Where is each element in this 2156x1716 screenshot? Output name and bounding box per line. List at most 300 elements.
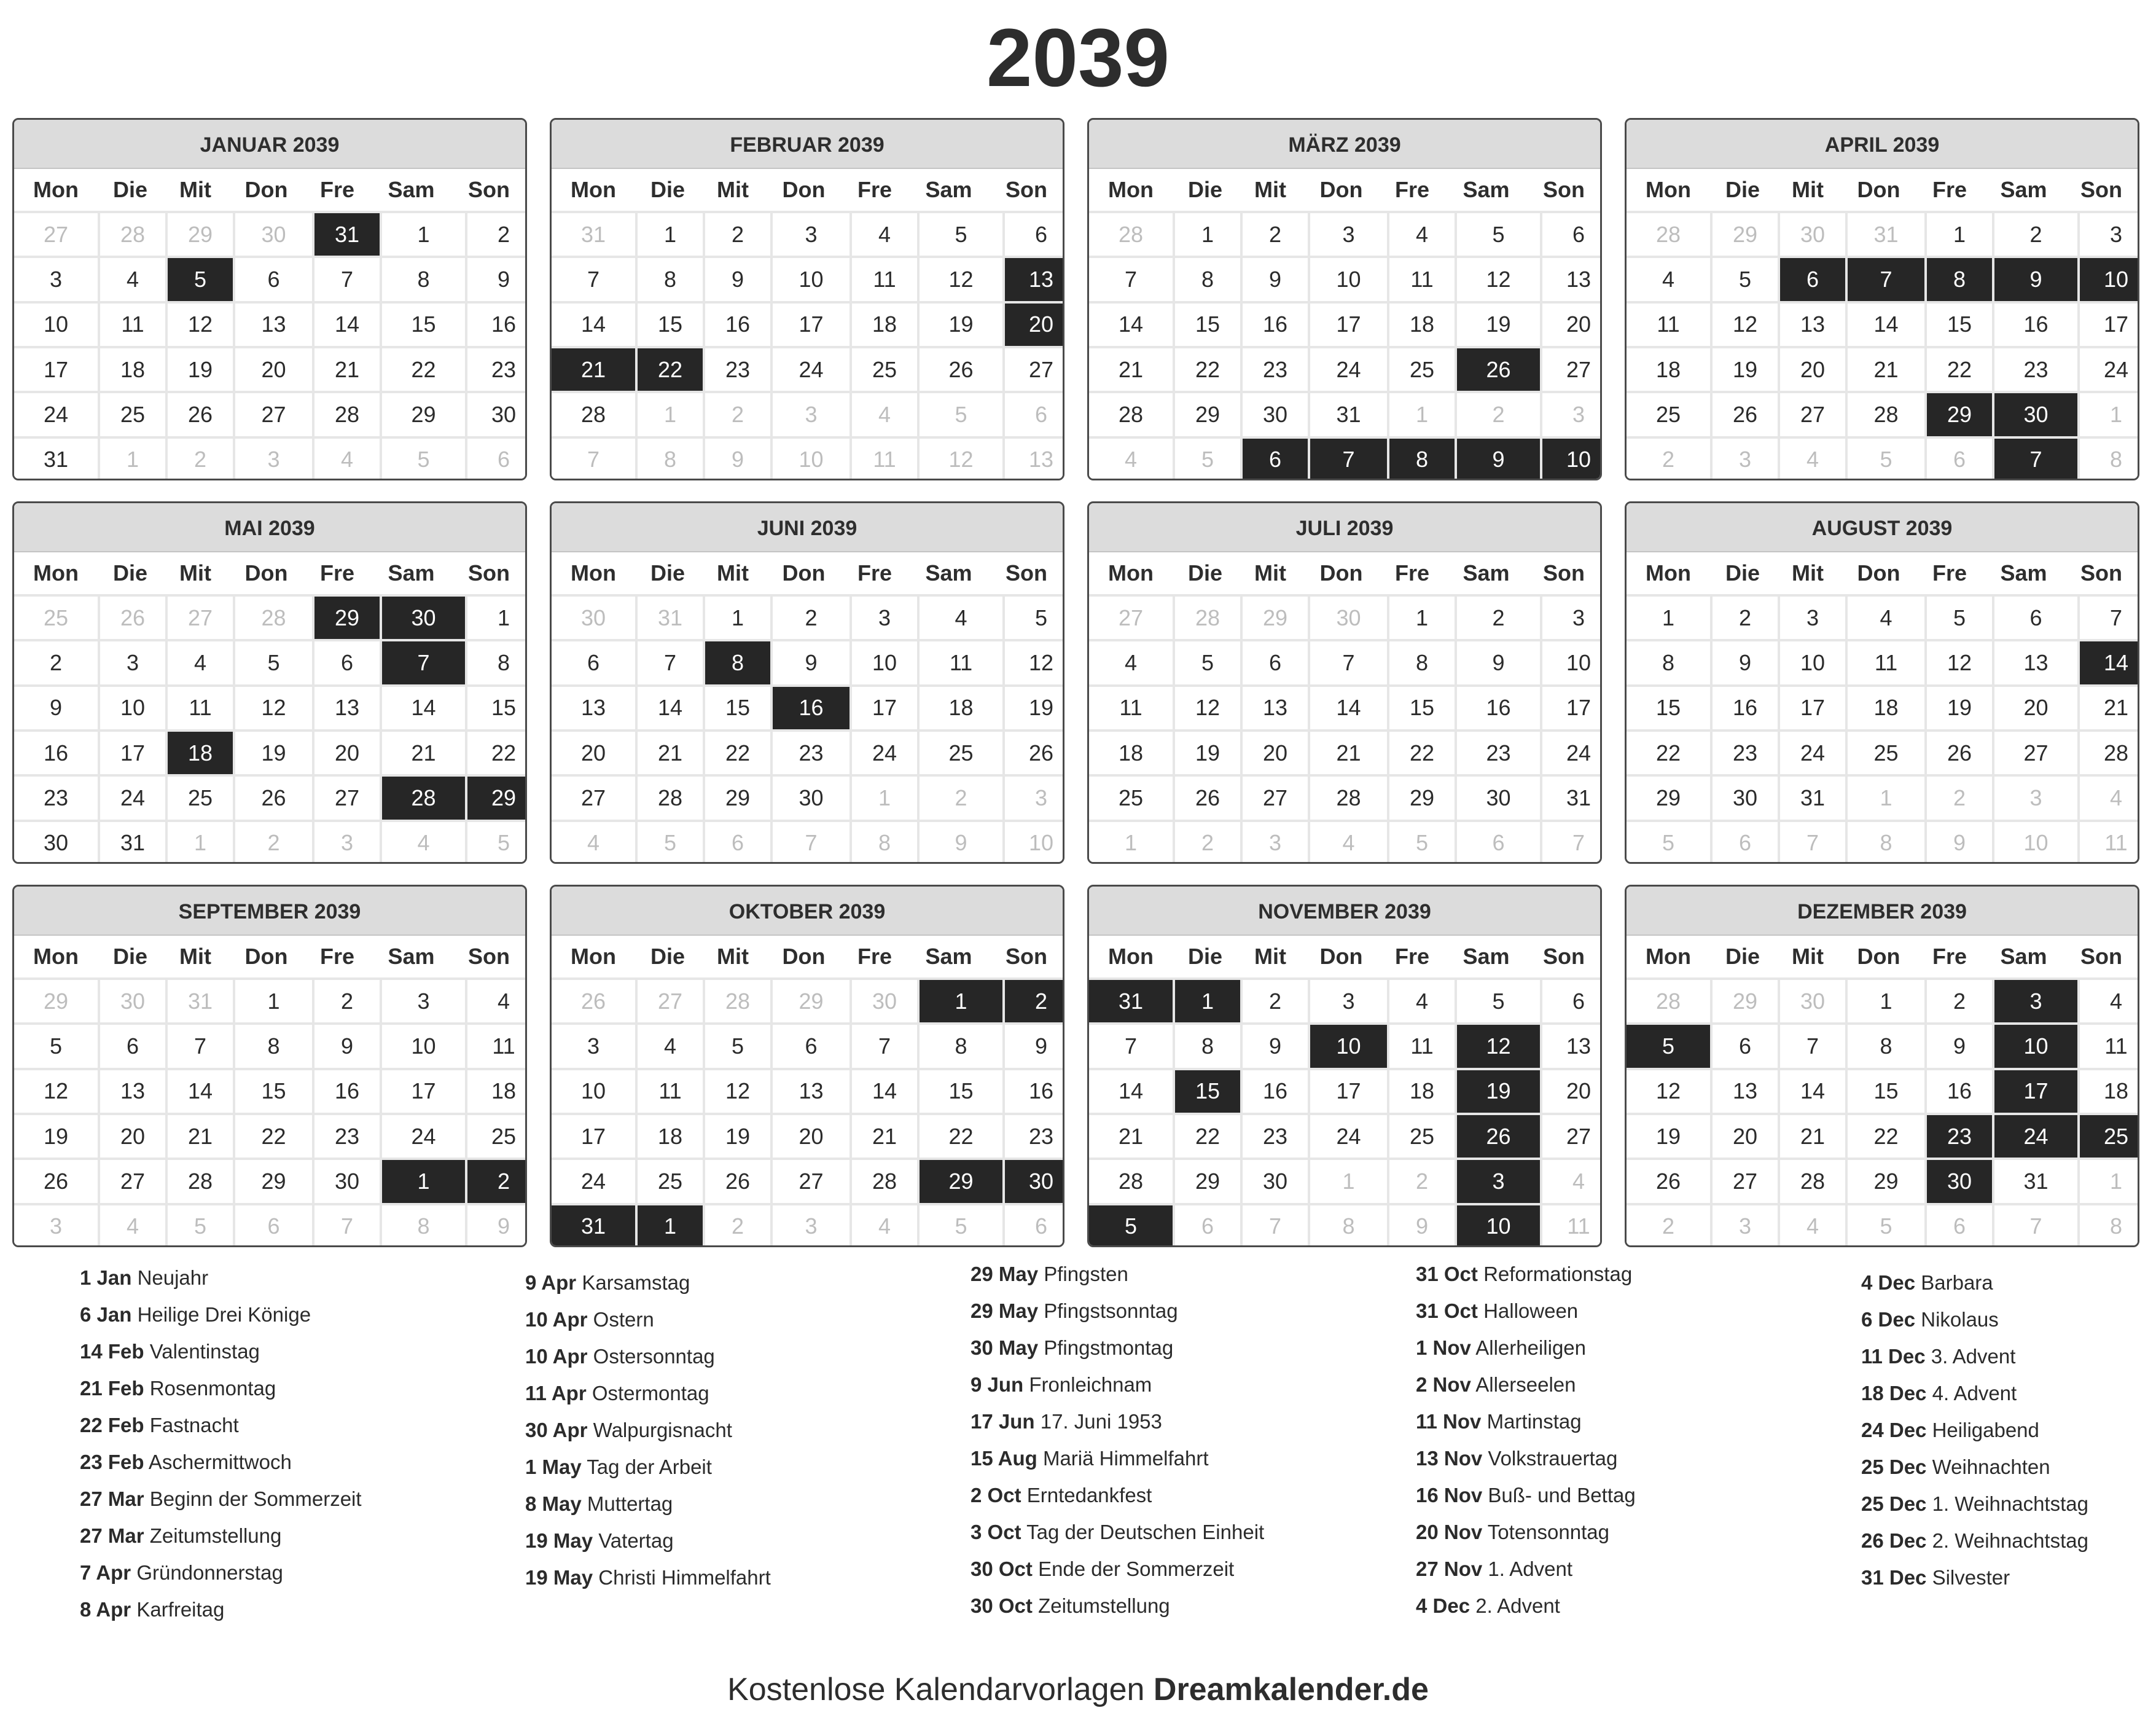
holiday-item bbox=[1416, 1551, 1846, 1588]
day-cell: 5 bbox=[1627, 822, 1710, 864]
day-grid bbox=[14, 594, 525, 864]
day-cell: 2 bbox=[920, 777, 1002, 819]
holiday-name: Karfreitag bbox=[136, 1598, 225, 1621]
weekday-label: Son bbox=[2080, 560, 2122, 586]
day-cell: 7 bbox=[1542, 822, 1602, 864]
day-cell: 27 bbox=[314, 777, 380, 819]
day-cell: 15 bbox=[1389, 687, 1455, 729]
day-cell: 3 bbox=[2080, 213, 2139, 256]
day-cell: 3 bbox=[1542, 597, 1602, 639]
day-cell: 9 bbox=[1927, 1025, 1992, 1067]
day-cell: 20 bbox=[235, 348, 312, 391]
holiday-date: 13 Nov bbox=[1416, 1447, 1483, 1470]
day-cell: 5 bbox=[382, 439, 465, 480]
holiday-date: 16 Nov bbox=[1416, 1484, 1483, 1506]
weekday-label: Don bbox=[1319, 944, 1363, 969]
day-cell: 2 bbox=[1927, 980, 1992, 1022]
day-cell-holiday: 21 bbox=[552, 348, 635, 391]
day-cell: 21 bbox=[168, 1115, 233, 1158]
holiday-date: 1 Nov bbox=[1416, 1336, 1471, 1359]
holiday-date: 11 Apr bbox=[525, 1382, 587, 1405]
day-cell: 26 bbox=[1005, 732, 1064, 774]
day-cell: 13 bbox=[100, 1070, 165, 1113]
day-cell: 21 bbox=[638, 732, 703, 774]
day-cell: 24 bbox=[1310, 1115, 1387, 1158]
weekday-label: Sam bbox=[1463, 177, 1510, 202]
day-cell: 7 bbox=[1994, 1205, 2077, 1247]
day-cell: 16 bbox=[314, 1070, 380, 1113]
day-cell: 8 bbox=[1848, 822, 1924, 864]
day-cell: 29 bbox=[382, 393, 465, 436]
weekday-label: Don bbox=[1857, 944, 1900, 969]
holiday-item bbox=[80, 1333, 510, 1370]
day-cell: 6 bbox=[235, 1205, 312, 1247]
day-cell: 7 bbox=[1243, 1205, 1308, 1247]
holiday-item bbox=[971, 1551, 1400, 1588]
day-cell: 19 bbox=[235, 732, 312, 774]
holiday-name: Christi Himmelfahrt bbox=[598, 1566, 771, 1589]
day-cell-holiday: 7 bbox=[1848, 258, 1924, 300]
holiday-date: 14 Feb bbox=[80, 1340, 144, 1363]
month-card bbox=[12, 118, 527, 480]
day-cell: 19 bbox=[1627, 1115, 1710, 1158]
holiday-item bbox=[525, 1338, 955, 1375]
day-cell: 19 bbox=[14, 1115, 98, 1158]
holiday-item bbox=[971, 1403, 1400, 1440]
day-cell-holiday: 8 bbox=[705, 641, 770, 684]
day-cell-holiday: 17 bbox=[1994, 1070, 2077, 1113]
day-cell: 1 bbox=[1848, 777, 1924, 819]
holiday-date: 27 Nov bbox=[1416, 1557, 1483, 1580]
weekday-header bbox=[552, 169, 1063, 211]
day-cell: 25 bbox=[1848, 732, 1924, 774]
weekday-label: Fre bbox=[319, 944, 355, 969]
day-cell: 29 bbox=[1848, 1160, 1924, 1202]
day-cell: 9 bbox=[773, 641, 850, 684]
month-card bbox=[550, 501, 1064, 864]
day-grid bbox=[552, 977, 1063, 1247]
day-cell: 3 bbox=[1310, 213, 1387, 256]
day-cell: 21 bbox=[1780, 1115, 1845, 1158]
day-cell: 30 bbox=[1243, 1160, 1308, 1202]
day-cell: 8 bbox=[1175, 1025, 1240, 1067]
day-cell: 3 bbox=[100, 641, 165, 684]
day-cell: 19 bbox=[1175, 732, 1240, 774]
weekday-label: Die bbox=[650, 944, 685, 969]
day-cell: 6 bbox=[100, 1025, 165, 1067]
holiday-name: Fastnacht bbox=[149, 1414, 239, 1436]
day-cell: 3 bbox=[852, 597, 917, 639]
day-cell-holiday: 10 bbox=[1457, 1205, 1540, 1247]
day-cell: 26 bbox=[168, 393, 233, 436]
footer-brand: Dreamkalender.de bbox=[1153, 1672, 1429, 1707]
month-card bbox=[12, 885, 527, 1247]
day-cell: 26 bbox=[1175, 777, 1240, 819]
day-cell: 24 bbox=[1780, 732, 1845, 774]
holiday-name: Heilige Drei Könige bbox=[137, 1303, 311, 1326]
weekday-label: Fre bbox=[857, 560, 892, 586]
weekday-label: Son bbox=[468, 177, 510, 202]
day-cell: 13 bbox=[773, 1070, 850, 1113]
page-title: 2039 bbox=[986, 12, 1170, 104]
day-cell: 8 bbox=[1310, 1205, 1387, 1247]
day-cell: 30 bbox=[235, 213, 312, 256]
holiday-date: 2 Oct bbox=[971, 1484, 1021, 1506]
holiday-name: 1. Advent bbox=[1488, 1557, 1572, 1580]
day-cell-holiday: 7 bbox=[1310, 439, 1387, 480]
day-cell: 12 bbox=[1175, 687, 1240, 729]
day-cell: 6 bbox=[1713, 1025, 1778, 1067]
day-cell: 19 bbox=[1005, 687, 1064, 729]
day-cell: 29 bbox=[1713, 980, 1778, 1022]
day-cell: 16 bbox=[1457, 687, 1540, 729]
day-cell: 3 bbox=[14, 1205, 98, 1247]
weekday-header bbox=[14, 552, 525, 594]
day-cell: 31 bbox=[1848, 213, 1924, 256]
day-cell: 22 bbox=[1927, 348, 1992, 391]
day-cell-holiday: 30 bbox=[1927, 1160, 1992, 1202]
day-cell: 18 bbox=[467, 1070, 527, 1113]
day-grid bbox=[14, 211, 525, 480]
day-cell: 15 bbox=[638, 304, 703, 346]
day-cell: 24 bbox=[382, 1115, 465, 1158]
day-cell: 4 bbox=[852, 393, 917, 436]
day-cell: 5 bbox=[467, 822, 527, 864]
day-cell-holiday: 26 bbox=[1457, 1115, 1540, 1158]
day-cell: 30 bbox=[100, 980, 165, 1022]
day-cell: 3 bbox=[235, 439, 312, 480]
day-cell: 7 bbox=[1780, 822, 1845, 864]
day-cell: 17 bbox=[773, 304, 850, 346]
day-cell: 26 bbox=[14, 1160, 98, 1202]
holiday-item bbox=[525, 1301, 955, 1338]
day-cell: 30 bbox=[1243, 393, 1308, 436]
day-cell-holiday: 29 bbox=[467, 777, 527, 819]
day-cell: 24 bbox=[552, 1160, 635, 1202]
day-cell: 12 bbox=[920, 258, 1002, 300]
weekday-label: Mit bbox=[179, 177, 211, 202]
day-cell: 5 bbox=[920, 213, 1002, 256]
day-cell: 6 bbox=[1457, 822, 1540, 864]
day-cell: 3 bbox=[552, 1025, 635, 1067]
weekday-label: Mit bbox=[1792, 177, 1824, 202]
day-cell: 18 bbox=[1389, 304, 1455, 346]
weekday-label: Don bbox=[782, 560, 826, 586]
day-cell: 20 bbox=[100, 1115, 165, 1158]
day-cell: 27 bbox=[638, 980, 703, 1022]
weekday-label: Mit bbox=[1792, 944, 1824, 969]
day-cell: 19 bbox=[168, 348, 233, 391]
weekday-label: Die bbox=[112, 560, 148, 586]
holiday-date: 15 Aug bbox=[971, 1447, 1037, 1470]
weekday-label: Mon bbox=[571, 944, 616, 969]
day-cell: 7 bbox=[1089, 258, 1173, 300]
holiday-column bbox=[971, 1256, 1400, 1624]
month-title: JUNI 2039 bbox=[552, 503, 1063, 552]
day-cell: 26 bbox=[552, 980, 635, 1022]
day-cell: 5 bbox=[1389, 822, 1455, 864]
day-cell: 27 bbox=[1005, 348, 1064, 391]
day-cell: 26 bbox=[100, 597, 165, 639]
day-cell: 2 bbox=[773, 597, 850, 639]
holiday-name: Tag der Arbeit bbox=[587, 1455, 712, 1478]
day-cell: 16 bbox=[1927, 1070, 1992, 1113]
weekday-label: Don bbox=[1319, 177, 1363, 202]
day-cell: 16 bbox=[1713, 687, 1778, 729]
holiday-date: 9 Apr bbox=[525, 1271, 577, 1294]
day-cell: 20 bbox=[1780, 348, 1845, 391]
day-cell: 25 bbox=[1389, 348, 1455, 391]
day-cell: 4 bbox=[2080, 980, 2139, 1022]
weekday-label: Die bbox=[650, 177, 685, 202]
day-cell: 4 bbox=[1627, 258, 1710, 300]
day-cell: 2 bbox=[1927, 777, 1992, 819]
day-cell: 29 bbox=[1175, 393, 1240, 436]
day-cell: 19 bbox=[1457, 304, 1540, 346]
day-cell: 20 bbox=[1542, 304, 1602, 346]
day-cell: 1 bbox=[1389, 393, 1455, 436]
day-cell: 9 bbox=[1005, 1025, 1064, 1067]
holiday-name: Walpurgisnacht bbox=[593, 1419, 732, 1441]
day-cell: 30 bbox=[1780, 213, 1845, 256]
day-cell: 18 bbox=[920, 687, 1002, 729]
day-cell: 31 bbox=[1780, 777, 1845, 819]
day-cell: 24 bbox=[773, 348, 850, 391]
day-cell: 3 bbox=[1713, 1205, 1778, 1247]
day-cell: 13 bbox=[314, 687, 380, 729]
day-cell: 10 bbox=[552, 1070, 635, 1113]
weekday-label: Die bbox=[1725, 944, 1760, 969]
day-cell: 22 bbox=[382, 348, 465, 391]
holiday-name: Silvester bbox=[1932, 1566, 2010, 1589]
day-cell-holiday: 30 bbox=[382, 597, 465, 639]
day-cell: 17 bbox=[382, 1070, 465, 1113]
holiday-item bbox=[1416, 1330, 1846, 1366]
holiday-date: 1 Jan bbox=[80, 1266, 132, 1289]
day-cell: 8 bbox=[235, 1025, 312, 1067]
holiday-item bbox=[1861, 1486, 2156, 1522]
day-cell: 27 bbox=[100, 1160, 165, 1202]
weekday-label: Mit bbox=[1254, 177, 1286, 202]
day-cell: 11 bbox=[1848, 641, 1924, 684]
weekday-label: Sam bbox=[925, 944, 972, 969]
holiday-name: Totensonntag bbox=[1487, 1521, 1609, 1543]
day-cell: 28 bbox=[168, 1160, 233, 1202]
holiday-name: Rosenmontag bbox=[149, 1377, 276, 1400]
weekday-label: Die bbox=[112, 177, 148, 202]
day-cell: 10 bbox=[1994, 822, 2077, 864]
day-cell: 8 bbox=[638, 258, 703, 300]
weekday-label: Don bbox=[1857, 177, 1900, 202]
day-cell: 28 bbox=[1627, 213, 1710, 256]
weekday-label: Fre bbox=[857, 177, 892, 202]
day-cell: 7 bbox=[552, 439, 635, 480]
day-cell: 16 bbox=[1243, 1070, 1308, 1113]
day-cell: 11 bbox=[2080, 822, 2139, 864]
day-cell: 5 bbox=[1175, 439, 1240, 480]
day-cell: 3 bbox=[1243, 822, 1308, 864]
day-cell: 12 bbox=[1713, 304, 1778, 346]
day-cell: 11 bbox=[2080, 1025, 2139, 1067]
holiday-item bbox=[525, 1486, 955, 1522]
day-cell-holiday: 9 bbox=[1994, 258, 2077, 300]
day-cell: 2 bbox=[1243, 213, 1308, 256]
day-cell: 28 bbox=[1627, 980, 1710, 1022]
weekday-label: Sam bbox=[925, 177, 972, 202]
weekday-header bbox=[1089, 936, 1600, 977]
day-cell: 9 bbox=[705, 258, 770, 300]
holiday-name: Nikolaus bbox=[1921, 1308, 1999, 1331]
holiday-date: 31 Oct bbox=[1416, 1263, 1478, 1285]
weekday-label: Son bbox=[2080, 177, 2122, 202]
holiday-name: Allerseelen bbox=[1475, 1373, 1576, 1396]
holiday-item bbox=[1416, 1477, 1846, 1514]
day-cell: 24 bbox=[100, 777, 165, 819]
day-cell: 5 bbox=[920, 393, 1002, 436]
day-cell: 19 bbox=[920, 304, 1002, 346]
day-cell: 2 bbox=[705, 393, 770, 436]
day-cell: 16 bbox=[467, 304, 527, 346]
day-cell: 28 bbox=[1780, 1160, 1845, 1202]
day-cell: 5 bbox=[1457, 213, 1540, 256]
month-title: JULI 2039 bbox=[1089, 503, 1600, 552]
day-cell-holiday: 15 bbox=[1175, 1070, 1240, 1113]
day-cell: 10 bbox=[100, 687, 165, 729]
holiday-name: 17. Juni 1953 bbox=[1040, 1410, 1162, 1433]
weekday-label: Sam bbox=[388, 944, 435, 969]
day-cell: 5 bbox=[1175, 641, 1240, 684]
day-cell-holiday: 30 bbox=[1994, 393, 2077, 436]
day-cell: 2 bbox=[1457, 597, 1540, 639]
day-cell: 19 bbox=[1927, 687, 1992, 729]
day-cell: 22 bbox=[1175, 348, 1240, 391]
holiday-item bbox=[1861, 1301, 2156, 1338]
day-cell: 9 bbox=[1243, 1025, 1308, 1067]
day-cell: 17 bbox=[1542, 687, 1602, 729]
day-cell: 2 bbox=[14, 641, 98, 684]
weekday-label: Fre bbox=[1394, 944, 1430, 969]
weekday-label: Mon bbox=[33, 944, 79, 969]
day-cell-holiday: 22 bbox=[638, 348, 703, 391]
day-cell: 14 bbox=[1848, 304, 1924, 346]
day-cell-holiday: 24 bbox=[1994, 1115, 2077, 1158]
day-cell: 2 bbox=[1243, 980, 1308, 1022]
day-cell: 21 bbox=[1089, 1115, 1173, 1158]
holiday-date: 8 Apr bbox=[80, 1598, 131, 1621]
day-cell: 8 bbox=[2080, 1205, 2139, 1247]
day-cell: 1 bbox=[638, 393, 703, 436]
day-cell-holiday: 10 bbox=[1994, 1025, 2077, 1067]
holiday-item bbox=[971, 1440, 1400, 1477]
day-cell-holiday: 1 bbox=[382, 1160, 465, 1202]
day-cell: 29 bbox=[773, 980, 850, 1022]
day-cell: 1 bbox=[1389, 597, 1455, 639]
day-cell: 23 bbox=[1243, 348, 1308, 391]
day-cell: 4 bbox=[314, 439, 380, 480]
day-cell: 13 bbox=[552, 687, 635, 729]
day-cell: 25 bbox=[638, 1160, 703, 1202]
day-cell: 22 bbox=[705, 732, 770, 774]
day-cell: 29 bbox=[1175, 1160, 1240, 1202]
day-cell: 21 bbox=[1848, 348, 1924, 391]
day-cell-holiday: 31 bbox=[314, 213, 380, 256]
weekday-label: Sam bbox=[925, 560, 972, 586]
day-cell: 9 bbox=[14, 687, 98, 729]
holiday-item bbox=[1861, 1338, 2156, 1375]
day-cell: 6 bbox=[1713, 822, 1778, 864]
day-cell: 2 bbox=[314, 980, 380, 1022]
day-cell: 11 bbox=[920, 641, 1002, 684]
holiday-item bbox=[525, 1449, 955, 1486]
day-cell: 20 bbox=[1713, 1115, 1778, 1158]
day-cell: 4 bbox=[100, 1205, 165, 1247]
day-cell: 29 bbox=[235, 1160, 312, 1202]
day-cell: 23 bbox=[705, 348, 770, 391]
day-cell-holiday: 23 bbox=[1927, 1115, 1992, 1158]
day-cell: 3 bbox=[14, 258, 98, 300]
weekday-label: Mit bbox=[717, 944, 749, 969]
holiday-item bbox=[80, 1518, 510, 1554]
day-cell: 27 bbox=[1780, 393, 1845, 436]
weekday-label: Sam bbox=[2000, 944, 2047, 969]
weekday-label: Die bbox=[1725, 560, 1760, 586]
day-cell: 27 bbox=[1713, 1160, 1778, 1202]
day-cell: 26 bbox=[1927, 732, 1992, 774]
day-cell: 13 bbox=[1994, 641, 2077, 684]
weekday-label: Sam bbox=[388, 177, 435, 202]
holiday-date: 8 May bbox=[525, 1492, 582, 1515]
day-cell: 1 bbox=[235, 980, 312, 1022]
day-cell: 10 bbox=[1542, 641, 1602, 684]
holiday-name: Ostermontag bbox=[592, 1382, 709, 1405]
holiday-item bbox=[1416, 1440, 1846, 1477]
holiday-list bbox=[0, 1260, 2156, 1647]
day-cell-holiday: 7 bbox=[1994, 439, 2077, 480]
day-grid bbox=[552, 211, 1063, 480]
weekday-label: Sam bbox=[388, 560, 435, 586]
day-cell: 4 bbox=[1389, 980, 1455, 1022]
day-cell: 2 bbox=[1389, 1160, 1455, 1202]
month-title: DEZEMBER 2039 bbox=[1627, 887, 2138, 936]
holiday-date: 18 Dec bbox=[1861, 1382, 1927, 1405]
holiday-date: 17 Jun bbox=[971, 1410, 1035, 1433]
weekday-label: Fre bbox=[1394, 560, 1430, 586]
day-cell-holiday: 1 bbox=[920, 980, 1002, 1022]
day-cell: 9 bbox=[467, 258, 527, 300]
holiday-item bbox=[1861, 1522, 2156, 1559]
day-cell: 10 bbox=[1005, 822, 1064, 864]
holiday-name: Vatertag bbox=[598, 1529, 674, 1552]
holiday-item bbox=[80, 1370, 510, 1407]
day-cell: 30 bbox=[14, 822, 98, 864]
day-cell: 31 bbox=[1310, 393, 1387, 436]
day-cell: 6 bbox=[467, 439, 527, 480]
day-cell: 28 bbox=[314, 393, 380, 436]
holiday-date: 25 Dec bbox=[1861, 1492, 1927, 1515]
weekday-label: Fre bbox=[1932, 177, 1967, 202]
day-cell: 12 bbox=[1927, 641, 1992, 684]
holiday-date: 2 Nov bbox=[1416, 1373, 1471, 1396]
holiday-date: 22 Feb bbox=[80, 1414, 144, 1436]
weekday-header bbox=[14, 169, 525, 211]
day-cell: 18 bbox=[2080, 1070, 2139, 1113]
holiday-name: Tag der Deutschen Einheit bbox=[1026, 1521, 1265, 1543]
day-cell: 6 bbox=[1542, 213, 1602, 256]
weekday-header bbox=[1627, 936, 2138, 977]
weekday-label: Fre bbox=[857, 944, 892, 969]
day-cell: 4 bbox=[1089, 439, 1173, 480]
day-cell: 2 bbox=[168, 439, 233, 480]
